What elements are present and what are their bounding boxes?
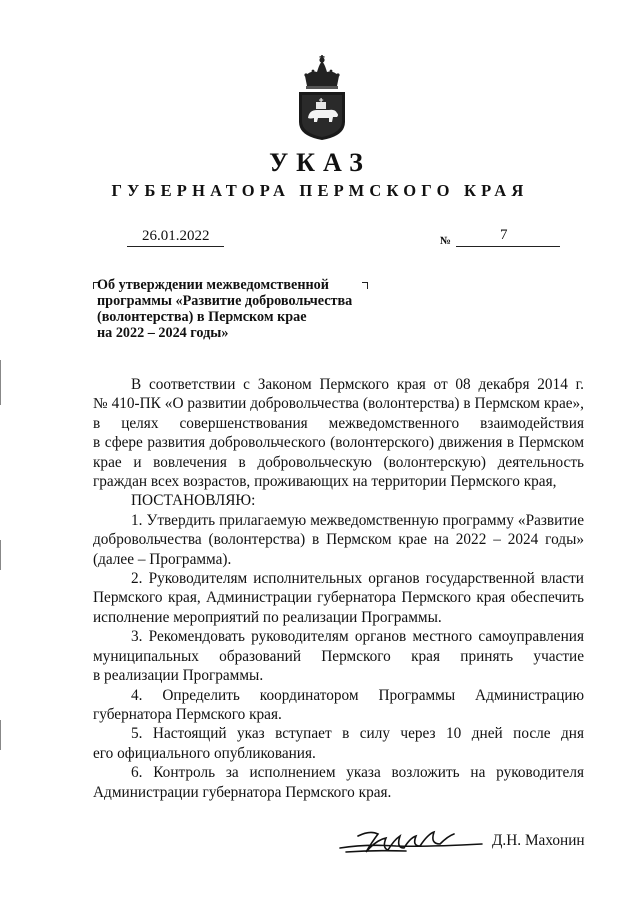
item-4 — [93, 686, 584, 725]
subject-line: Об утверждении межведомственной — [97, 277, 329, 293]
item-3 — [93, 627, 584, 685]
decree-number: 7 — [500, 227, 508, 243]
body-line: В соответствии с Законом Пермского края от 08 декабря 2014 г. — [131, 376, 584, 393]
body-line: Пермского края, Администрации губернатора Пермского края обеспечить — [93, 589, 584, 607]
item-5 — [93, 724, 584, 763]
signatory-name: Д.Н. Махонин — [492, 832, 585, 849]
body-line: губернатора Пермского края. — [93, 705, 282, 723]
scan-margin-mark — [0, 720, 1, 750]
decree-title: УКАЗ — [269, 148, 371, 177]
number-underline — [456, 246, 560, 247]
number-label: № — [440, 235, 452, 247]
decree-issuer: ГУБЕРНАТОРА ПЕРМСКОГО КРАЯ — [111, 181, 529, 200]
decree-body — [93, 375, 584, 802]
subject-bracket-right — [362, 282, 368, 289]
body-line: его официального опубликования. — [93, 744, 316, 762]
body-line: граждан всех возрастов, проживающих на территории Пермского края, — [93, 473, 557, 491]
scan-margin-mark — [0, 540, 1, 570]
body-line: (далее – Программа). — [93, 550, 232, 568]
body-line: в целях совершенствования межведомственного взаимодействия — [93, 414, 584, 432]
body-line: 1. Утвердить прилагаемую межведомственную программу «Развитие — [131, 511, 584, 529]
preamble-paragraph — [93, 375, 584, 491]
body-line: Администрации губернатора Пермского края. — [93, 783, 392, 801]
item-2 — [93, 569, 584, 627]
body-line: муниципальных образований Пермского края принять участие — [93, 647, 584, 665]
decree-subject — [97, 277, 352, 341]
body-line: № 410-ПК «О развитии добровольчества (волонтерства) в Пермском крае», — [93, 395, 584, 413]
body-line: 5. Настоящий указ вступает в силу через 10 дней после дня — [131, 725, 584, 743]
subject-line: (волонтерства) в Пермском крае — [97, 309, 307, 325]
body-line: 3. Рекомендовать руководителям органов местного самоуправления — [131, 628, 584, 646]
scan-margin-mark — [0, 360, 1, 405]
item-1 — [93, 511, 584, 569]
body-line: исполнение мероприятий по реализации Программы. — [93, 608, 442, 626]
body-line: в реализации Программы. — [93, 667, 264, 685]
decree-date: 26.01.2022 — [142, 228, 210, 244]
body-line: 2. Руководителям исполнительных органов государственной власти — [131, 570, 584, 588]
body-line: в сфере развития добровольческого (волонтерского) движения в Пермском — [93, 434, 584, 452]
item-6 — [93, 763, 584, 802]
subject-line: на 2022 – 2024 годы» — [97, 325, 229, 341]
perm-coat-of-arms-icon — [293, 52, 351, 142]
handwritten-signature-icon — [336, 822, 486, 862]
body-line: крае и вовлечения в добровольческую (волонтерскую) деятельность — [93, 453, 584, 471]
body-line: 4. Определить координатором Программы Администрацию — [131, 686, 584, 704]
resolve-word: ПОСТАНОВЛЯЮ: — [131, 492, 256, 510]
body-line: добровольчества (волонтерства) в Пермском крае на 2022 – 2024 годы» — [93, 531, 584, 549]
subject-line: программы «Развитие добровольчества — [97, 293, 353, 309]
date-underline — [127, 246, 224, 247]
body-line: 6. Контроль за исполнением указа возложить на руководителя — [131, 764, 584, 782]
